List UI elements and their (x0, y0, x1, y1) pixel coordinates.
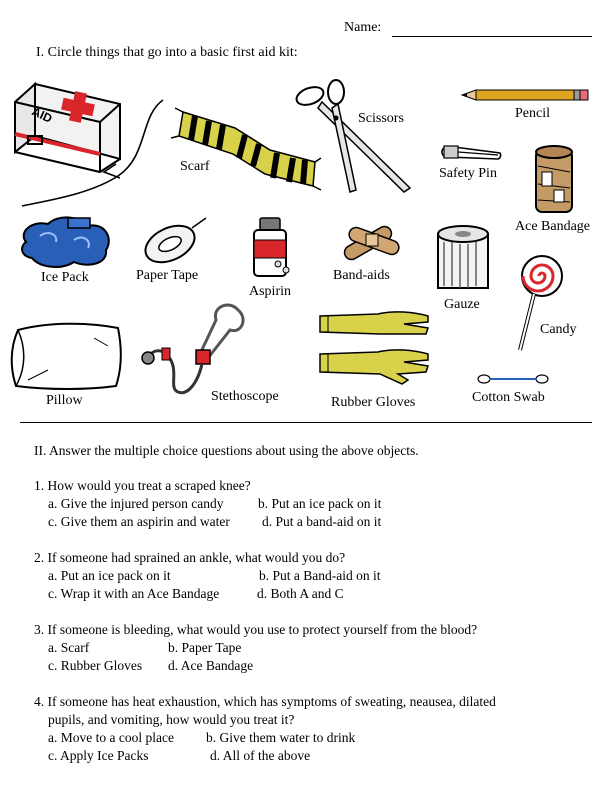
label-scarf: Scarf (180, 159, 210, 174)
q2-option-b[interactable]: b. Put a Band-aid on it (259, 568, 381, 583)
label-scissors: Scissors (358, 111, 404, 126)
question-3: 3. If someone is bleeding, what would you use to protect yourself from the blood? (34, 622, 478, 637)
q4-option-c[interactable]: c. Apply Ice Packs (48, 748, 149, 763)
section1-instruction: I. Circle things that go into a basic first aid kit: (36, 45, 298, 60)
q1-option-a[interactable]: a. Give the injured person candy (48, 496, 224, 511)
stethoscope-image[interactable] (138, 300, 248, 400)
q2-option-c[interactable]: c. Wrap it with an Ace Bandage (48, 586, 220, 601)
ace-bandage-image[interactable] (532, 144, 576, 218)
label-pillow: Pillow (46, 393, 83, 408)
q4-option-b[interactable]: b. Give them water to drink (206, 730, 356, 745)
label-cotton-swab: Cotton Swab (472, 390, 545, 405)
ice-pack-image[interactable] (18, 212, 114, 270)
curved-arrow (20, 96, 170, 216)
label-aspirin: Aspirin (249, 284, 291, 299)
label-paper-tape: Paper Tape (136, 268, 199, 283)
label-candy: Candy (540, 322, 577, 337)
label-ice-pack: Ice Pack (41, 270, 89, 285)
scissors-image[interactable] (292, 80, 422, 200)
section-divider (20, 422, 592, 423)
name-label: Name: (344, 20, 382, 35)
gauze-image[interactable] (432, 222, 496, 296)
q1-option-c[interactable]: c. Give them an aspirin and water (48, 514, 230, 529)
q2-option-d[interactable]: d. Both A and C (257, 586, 344, 601)
question-4-line-1: 4. If someone has heat exhaustion, which has symptoms of sweating, neausea, dilated (34, 694, 496, 709)
q3-option-d[interactable]: d. Ace Bandage (168, 658, 254, 673)
question-2: 2. If someone had sprained an ankle, what would you do? (34, 550, 346, 565)
q3-option-a[interactable]: a. Scarf (48, 640, 90, 655)
label-pencil: Pencil (515, 106, 550, 121)
q1-option-b[interactable]: b. Put an ice pack on it (258, 496, 382, 511)
safety-pin-image[interactable] (440, 143, 506, 163)
pencil-image[interactable] (462, 88, 590, 102)
pillow-image[interactable] (8, 320, 124, 392)
label-ace-bandage: Ace Bandage (515, 219, 591, 234)
kit-aid-label: AID (29, 104, 55, 126)
paper-tape-image[interactable] (140, 214, 210, 264)
band-aids-image[interactable] (338, 218, 404, 264)
name-input-line[interactable] (392, 36, 592, 37)
label-safety-pin: Safety Pin (439, 166, 497, 181)
label-stethoscope: Stethoscope (211, 389, 279, 404)
q2-option-a[interactable]: a. Put an ice pack on it (48, 568, 171, 583)
label-rubber-gloves: Rubber Gloves (331, 395, 416, 410)
label-gauze: Gauze (444, 297, 480, 312)
q1-option-d[interactable]: d. Put a band-aid on it (262, 514, 382, 529)
q4-option-d[interactable]: d. All of the above (210, 748, 311, 763)
cotton-swab-image[interactable] (478, 372, 548, 386)
question-1: 1. How would you treat a scraped knee? (34, 478, 251, 493)
question-4-line-2: pupils, and vomiting, how would you treat it? (48, 712, 295, 727)
label-band-aids: Band-aids (333, 268, 390, 283)
section2-instruction: II. Answer the multiple choice questions about using the above objects. (34, 443, 419, 458)
q4-option-a[interactable]: a. Move to a cool place (48, 730, 174, 745)
q3-option-c[interactable]: c. Rubber Gloves (48, 658, 143, 673)
rubber-gloves-image[interactable] (318, 308, 434, 388)
q3-option-b[interactable]: b. Paper Tape (168, 640, 242, 655)
aspirin-image[interactable] (250, 216, 294, 278)
